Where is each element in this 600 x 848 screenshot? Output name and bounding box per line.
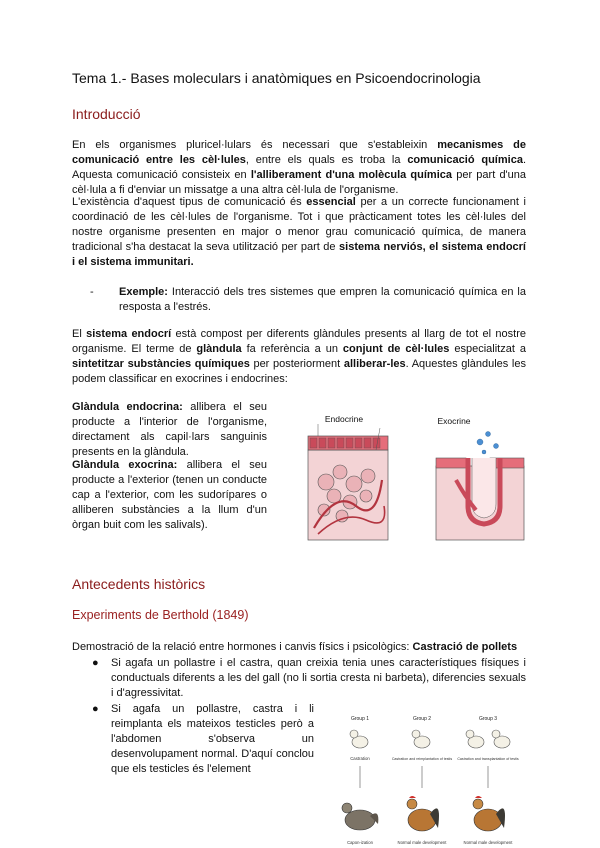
- berthold-subheading: Experiments de Berthold (1849): [72, 608, 249, 622]
- page-title: Tema 1.- Bases moleculars i anatòmiques en Psicoendocrinologia: [72, 70, 481, 86]
- outcome-2: Normal male development: [397, 840, 447, 845]
- berthold-bullet-list-2: [92, 702, 314, 777]
- rooster-illustration-2: [473, 796, 505, 831]
- intro-heading: Introducció: [72, 106, 141, 122]
- chick-icons: [350, 730, 510, 748]
- berthold-intro: Demostració de la relació entre hormones i canvis físics i psicològics: Castració de pollets: [72, 641, 518, 653]
- rooster-illustration-1: [407, 796, 439, 831]
- intro-paragraph-3: El sistema endocrí està compost per diferents glàndules presents al llarg de tot el nostre organisme. El terme de glàndula fa referència a un conjunt de cèl·lules especialitzat a sintetitzar substàncies químiques per posteriorment alliberar-les. Aquestes glàndules les podem classificar en exocrines i endocrines:: [72, 328, 526, 385]
- arrows: [360, 766, 488, 788]
- procedure-1: Castration: [350, 756, 370, 761]
- group-1-label: Group 1: [350, 716, 370, 722]
- berthold-figure: [330, 712, 540, 848]
- exocrine-gland-illustration: [436, 416, 524, 540]
- endocrine-gland-illustration: [308, 414, 388, 540]
- example-label: Exemple:: [119, 286, 168, 298]
- procedure-3: Castration and transplantation of testis: [457, 757, 519, 761]
- outcome-1: Capon-ization: [347, 840, 373, 845]
- berthold-bullet-2: ● Si agafa un pollastre, castra i li reimplanta els mateixos testicles però a l'abdomen s'observa un desenvolupament normal. D'aquí conclou que els testicles és l'element: [92, 703, 314, 775]
- exocrine-definition: Glàndula exocrina: allibera el seu producte a l'exterior (tenen un conducte cap a l'exterior, com les sudorípares o alliberen substàncies a la llum d'un òrgan buit com les salivals).: [72, 459, 268, 531]
- berthold-bullet-list: [92, 656, 526, 701]
- exocrine-caption: Exocrine: [437, 416, 471, 426]
- example-item: [90, 285, 526, 315]
- group-2-label: Group 2: [412, 716, 432, 722]
- history-heading: Antecedents històrics: [72, 576, 206, 592]
- procedure-2: Castration and reimplantation of testis: [391, 757, 453, 761]
- intro-paragraph-1: En els organismes pluricel·lulars és necessari que s'estableixin mecanismes de comunicació entre les cèl·lules, entre els quals es troba la comunicació química. Aquesta comunicació consisteix en l'alliberament d'una molècula química per part d'una cèl·lula a fi d'enviar un missatge a una altra cèl·lula de l'organisme.: [72, 139, 527, 196]
- example-dash: -: [90, 286, 94, 298]
- intro-paragraph-2: L'existència d'aquest tipus de comunicació és essencial per a un correcte funcionament i coordinació de les cèl·lules de l'organisme. Tot i que pràcticament totes les cèl·lules del nostre organisme presenten en major o menor grau comunicació química, de manera tradicional s'ha destacat la seva utilització per part de sistema nerviós, el sistema endocrí i el sistema immunitari.: [72, 196, 526, 268]
- example-text: Interacció dels tres sistemes que empren la comunicació química en la resposta a l'estrés.: [119, 286, 526, 313]
- outcome-3: Normal male development: [463, 840, 513, 845]
- endocrine-definition: Glàndula endocrina: allibera el seu producte a l'interior de l'organisme, directament als capil·lars sanguinis presents en la glàndula.: [72, 401, 267, 458]
- group-3-label: Group 3: [478, 716, 498, 722]
- endocrine-caption: Endocrine: [324, 414, 364, 424]
- gland-diagram: [296, 410, 532, 550]
- berthold-bullet-1: ● Si agafa un pollastre i el castra, quan creixia tenia unes característiques físiques i conductuals diferents a les del gall (no li sortia cresta ni barbeta), diferencies sexuals i d'agressivitat.: [92, 657, 526, 699]
- capon-illustration: [342, 803, 378, 830]
